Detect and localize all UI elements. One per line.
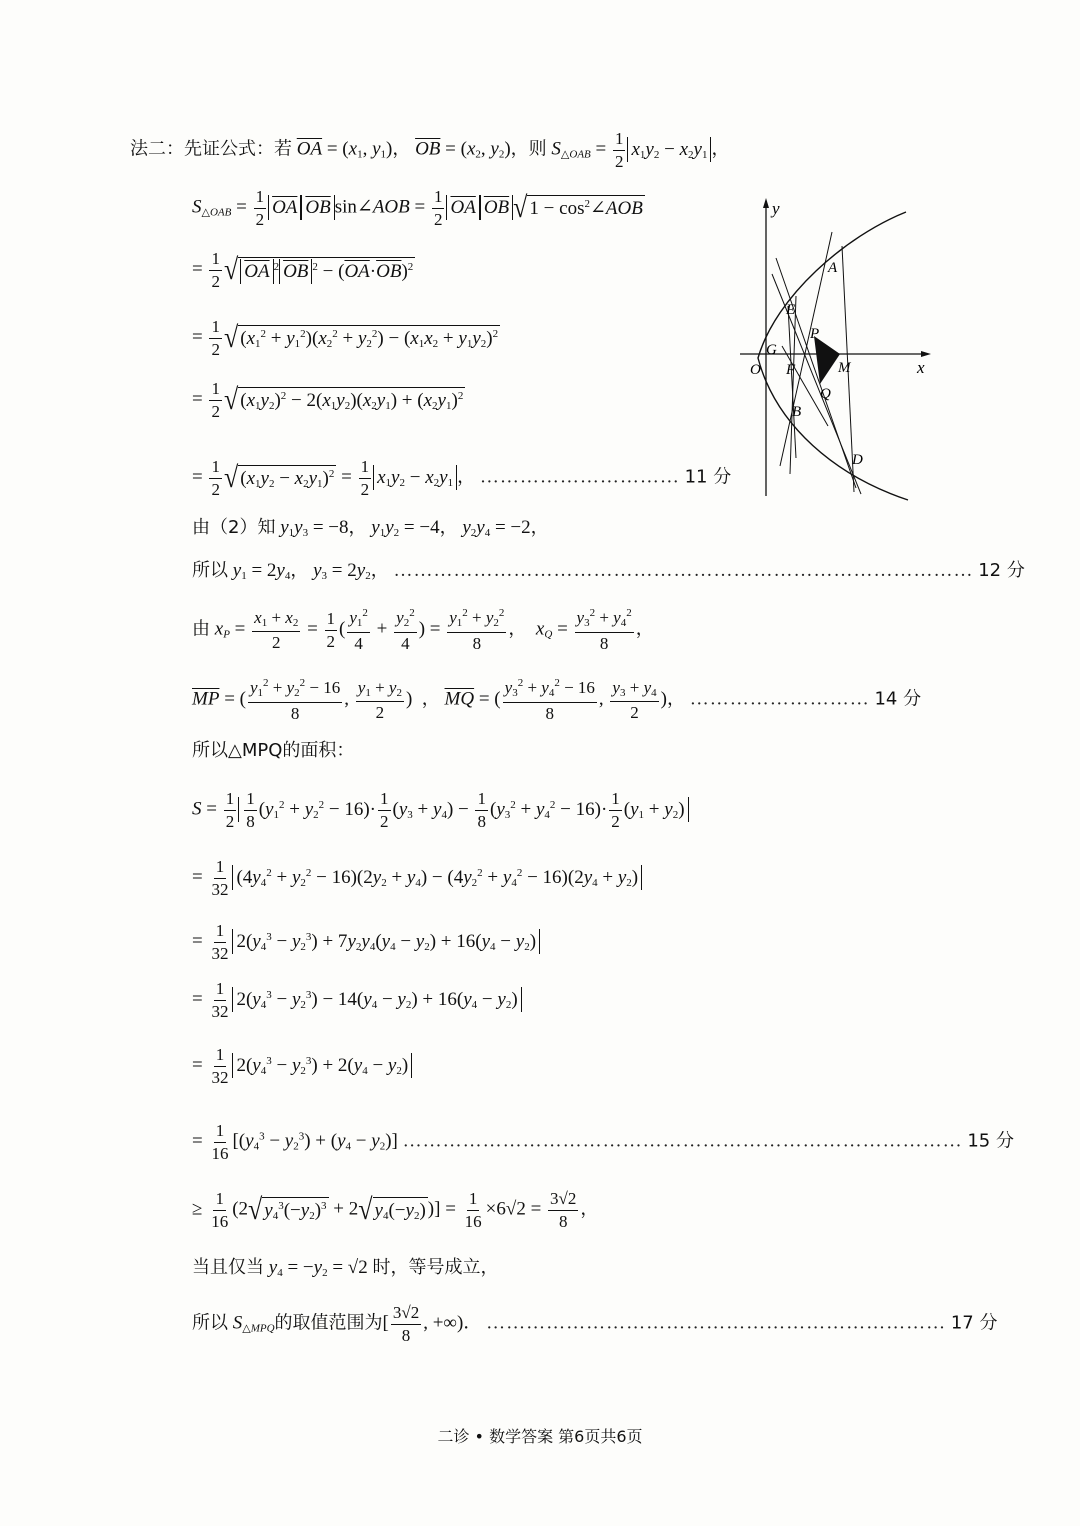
page-footer: 二诊 • 数学答案 第6页共6页: [437, 1427, 643, 1446]
score-11: 11 分: [684, 466, 732, 488]
parabola-figure: [736, 196, 936, 506]
area-line-5: = $\frac{1}{32}$ $2(y_4^3 - y_2^3) + 2(y_4 - y_2)$: [192, 1046, 412, 1087]
area-line-2: = $\frac{1}{32}$ $(4y_4^2 + y_2^2 - 16)(2y_2 + y_4) - (4y_2^2 + y_4^2 - 16)(2y_4 + y_2)$: [192, 858, 642, 899]
formula-line-1: $S_{\triangle OAB}$ = $\frac{1}{2}$ $\overline{OA}$ $\overline{OB}$ sin∠AOB = $\frac{1}{2}$ $\overline{OA}$ $\overline{OB}$ √ $1 - \cos^2\angle AOB$: [192, 187, 643, 229]
label-m: M: [838, 360, 851, 376]
xp-xq-line: 由 $x_P$ = $\frac{x_1 + x_2}{2}$ = $\frac{1}{2}$ ( $\frac{y_1^2}{4}$ + $\frac{y_2^2}{4}$ ) = $\frac{y_1^2 + y_2^2}{8}$ ， $x_Q$ = $\frac{y_3^2 + y_4^2}{8}$ ，: [192, 607, 654, 653]
range-conclusion: 所以 $S_{\triangle MPQ}$的取值范围为[ $\frac{3√2}{8}$ , +∞)． …………………………………………………………… 17 分: [192, 1303, 998, 1345]
area-line-3: = $\frac{1}{32}$ $2(y_4^3 - y_2^3) + 7y_2y_4(y_4 - y_2) + 16(y_4 - y_2)$: [192, 922, 546, 963]
formula-line-4: = $\frac{1}{2}$ √ $(x_1y_2)^2 - 2(x_1y_2)(x_2y_1) + (x_2y_1)^2$: [192, 379, 464, 421]
score-15: 15 分: [967, 1130, 1014, 1152]
label-y: y: [772, 199, 780, 218]
so-relations: 所以 $y_1 = 2y_4$， $y_3 = 2y_2$， …………………………………………………………………………… 12 分: [192, 560, 1025, 582]
score-12: 12 分: [978, 560, 1025, 581]
x-axis-arrow: [921, 351, 931, 357]
area-intro: 所以△MPQ的面积：: [192, 740, 355, 761]
area-line-6: = $\frac{1}{16}$ $[(y_4^3 - y_2^3) + (y_4 - y_2)]$ ………………………………………………………………………… 15 分: [192, 1121, 1014, 1163]
formula-line-2: = $\frac{1}{2}$ √ OA $^2$ $\overline{OB}$ $^2 - (\overline{OA}\cdot\overline{OB})^2$: [192, 249, 414, 291]
known-relations: 由（2）知 $y_1y_3 = -8$， $y_1y_2 = -4$， $y_2y_4 = -2$，: [192, 517, 549, 539]
method-statement: 法二：先证公式：若 $\overline{OA} = (x_1$, $y_1$)， $\overline{OB} = (x_2$, $y_2$)，则 $S_{\triangle OAB}$ = $\frac{1}{2}$ $x_1y_2 - x_2y_1$ ，: [130, 129, 730, 171]
label-d: D: [852, 452, 863, 468]
equality-condition: 当且仅当 $y_4 = -y_2 = √2$ 时，等号成立，: [192, 1257, 499, 1279]
label-a: A: [828, 260, 838, 276]
score-14: 14 分: [874, 688, 922, 710]
y-axis-arrow: [763, 198, 769, 208]
score-17: 17 分: [950, 1312, 998, 1334]
label-g: G: [766, 342, 777, 358]
formula-line-5: = $\frac{1}{2}$ √ $(x_1y_2 - x_2y_1)^2$ = $\frac{1}{2}$ $x_1y_2 - x_2y_1$ ， ………………………… 11 分: [192, 457, 732, 499]
label-b: B: [792, 404, 802, 420]
label-f: F: [786, 362, 796, 378]
area-line-4: = $\frac{1}{32}$ $2(y_4^3 - y_2^3) - 14(y_4 - y_2) + 16(y_4 - y_2)$: [192, 980, 522, 1021]
area-line-1: S = $\frac{1}{2}$ $\frac{1}{8}$ $(y_1^2 + y_2^2 - 16)\cdot$ $\frac{1}{2}$ $(y_3 + y_4)$ − $\frac{1}{8}$ $(y_3^2 + y_4^2 - 16)\cdot$ $\frac{1}{2}$ $(y_1 + y_2)$: [192, 790, 689, 831]
triangle-mpq: [814, 336, 840, 384]
inequality-line: ≥ $\frac{1}{16}$ (2 √ $y_4^3(-y_2)^3$ + 2 √ $y_4(-y_2)$ )] = $\frac{1}{16}$ ×6√2 = $\frac{3√2}{8}$ ，: [192, 1189, 599, 1231]
label-e: E: [786, 302, 796, 318]
label-x: x: [917, 358, 925, 377]
label-o: O: [750, 362, 761, 378]
label-p: P: [810, 326, 820, 342]
mp-mq-vectors: $\overline{MP}$ = ( $\frac{y_1^2 + y_2^2 - 16}{8}$ , $\frac{y_1 + y_2}{2}$ ) ， $\overline{MQ}$ = ( $\frac{y_3^2 + y_4^2 - 16}{8}$ , $\frac{y_3 + y_4}{2}$ )， ……………………… 14 分: [192, 677, 922, 723]
formula-line-3: = $\frac{1}{2}$ √ $(x_1^2 + y_1^2)(x_2^2 + y_2^2) - (x_1x_2 + y_1y_2)^2$: [192, 317, 499, 359]
label-q: Q: [820, 386, 831, 402]
